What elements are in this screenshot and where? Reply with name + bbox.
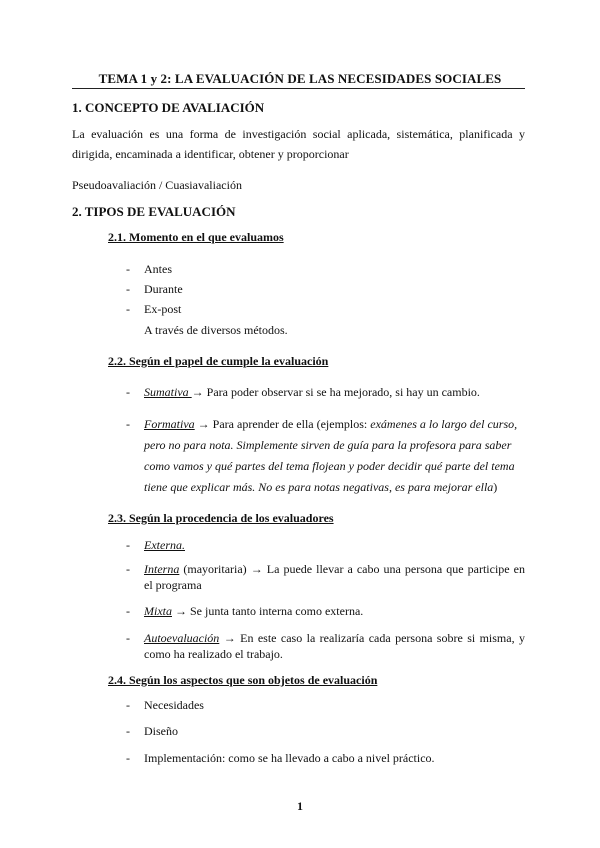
formativa-term: Formativa bbox=[144, 417, 195, 431]
bullet-dash: - bbox=[126, 282, 130, 296]
bullet-dash: - bbox=[126, 385, 130, 399]
list-item-ex-post: Ex-post bbox=[144, 302, 182, 316]
interna-item-line-2: el programa bbox=[144, 578, 202, 592]
formativa-example-start: exámenes a lo largo del curso, bbox=[370, 417, 518, 431]
bullet-dash: - bbox=[126, 698, 130, 712]
mixta-term: Mixta bbox=[144, 604, 172, 618]
bullet-dash: - bbox=[126, 751, 130, 765]
formativa-line-4-text: tiene que explicar más. No es para notas negativas, es para mejorar ella bbox=[144, 480, 494, 494]
sumativa-term: Sumativa bbox=[144, 385, 192, 399]
section-1-paragraph-line-2: dirigida, encaminada a identificar, obtener y proporcionar bbox=[72, 147, 349, 161]
section-1-heading: 1. CONCEPTO DE AVALIACIÓN bbox=[72, 100, 265, 115]
section-1-paragraph-line-1: La evaluación es una forma de investigación social aplicada, sistemática, planificada y bbox=[72, 127, 525, 141]
interna-term: Interna bbox=[144, 562, 180, 576]
bullet-dash: - bbox=[126, 631, 130, 645]
bullet-dash: - bbox=[126, 302, 130, 316]
pseudoevaluation-line: Pseudoavaliación / Cuasiavaliación bbox=[72, 178, 242, 192]
subsection-2-4-heading: 2.4. Según los aspectos que son objetos de evaluación bbox=[108, 673, 378, 687]
formativa-item-line-1 bbox=[144, 417, 517, 432]
title-underline bbox=[72, 88, 525, 89]
list-item-durante: Durante bbox=[144, 282, 183, 296]
autoevaluacion-term: Autoevaluación bbox=[144, 631, 220, 645]
list-item-implementacion: Implementación: como se ha llevado a cabo a nivel práctico. bbox=[144, 751, 435, 765]
subsection-2-3-heading: 2.3. Según la procedencia de los evaluadores bbox=[108, 511, 334, 525]
bullet-dash: - bbox=[126, 724, 130, 738]
subsection-2-2-heading: 2.2. Según el papel de cumple la evaluación bbox=[108, 354, 329, 368]
bullet-dash: - bbox=[126, 562, 130, 576]
bullet-dash: - bbox=[126, 417, 130, 431]
sumativa-description: → Para poder observar si se ha mejorado, si hay un cambio. bbox=[191, 385, 480, 399]
page-title: TEMA 1 y 2: LA EVALUACIÓN DE LAS NECESIDADES SOCIALES bbox=[98, 71, 502, 86]
formativa-line-3: como vamos y qué partes del tema flojean y poder decidir qué parte del tema bbox=[144, 459, 515, 473]
formativa-line-4 bbox=[144, 480, 497, 495]
bullet-dash: - bbox=[126, 538, 130, 552]
mixta-description: → Se junta tanto interna como externa. bbox=[172, 604, 364, 618]
list-item-antes: Antes bbox=[144, 262, 172, 276]
autoevaluacion-item-line-2: como ha realizado el trabajo. bbox=[144, 647, 283, 661]
list-item-necesidades: Necesidades bbox=[144, 698, 204, 712]
subsection-2-1-heading: 2.1. Momento en el que evaluamos bbox=[108, 230, 284, 244]
formativa-line-2: pero no para nota. Simplemente sirven de guía para la profesora para saber bbox=[144, 438, 512, 452]
bullet-dash: - bbox=[126, 262, 130, 276]
page-number: 1 bbox=[297, 799, 303, 813]
autoevaluacion-item-line-1 bbox=[144, 631, 525, 646]
section-2-heading: 2. TIPOS DE EVALUACIÓN bbox=[72, 204, 236, 219]
bullet-dash: - bbox=[126, 604, 130, 618]
mixta-item bbox=[144, 604, 363, 619]
autoevaluacion-description: → En este caso la realizaría cada persona sobre si misma, y bbox=[219, 631, 525, 645]
formativa-description: → Para aprender de ella (ejemplos: bbox=[194, 417, 371, 431]
list-item-diseno: Diseño bbox=[144, 724, 178, 738]
externa-item: Externa. bbox=[144, 538, 185, 552]
methods-note: A través de diversos métodos. bbox=[144, 323, 288, 337]
sumativa-item bbox=[144, 385, 480, 400]
formativa-line-4-close: ) bbox=[493, 480, 498, 494]
interna-description: (mayoritaria) → La puede llevar a cabo una persona que participe en bbox=[179, 562, 525, 576]
interna-item-line-1 bbox=[144, 562, 525, 577]
